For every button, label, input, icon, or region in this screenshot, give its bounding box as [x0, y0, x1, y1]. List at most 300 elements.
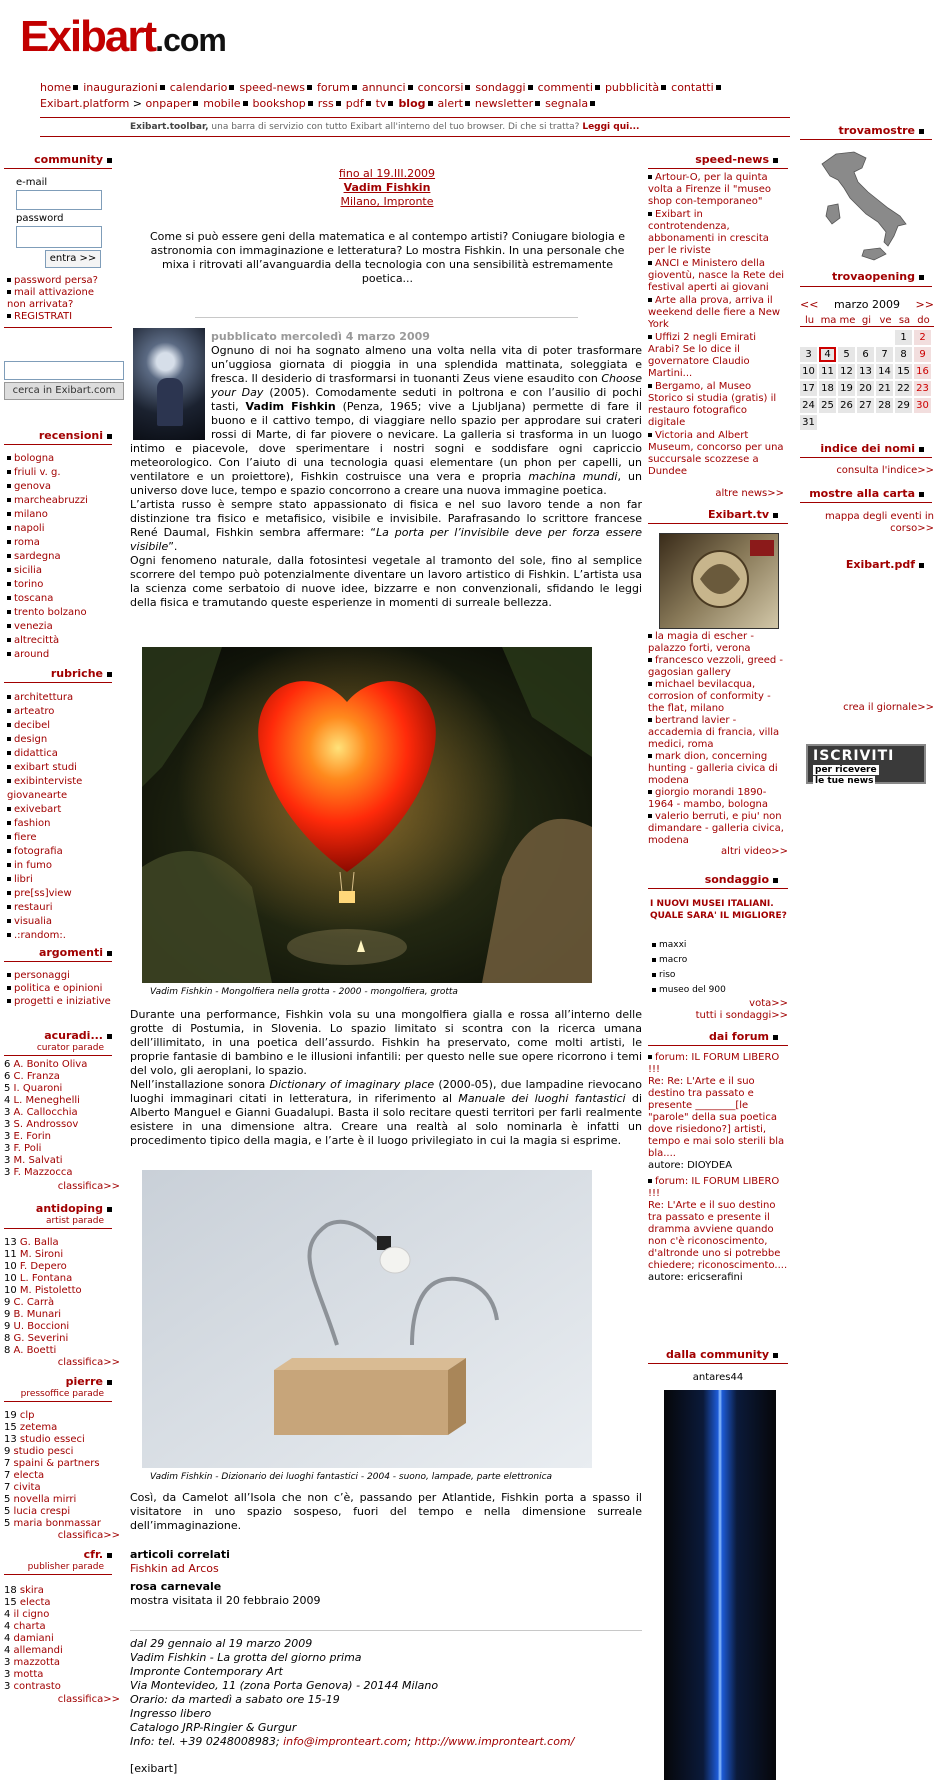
trovaopening-title: trovaopening	[800, 270, 924, 283]
artist-item[interactable]	[4, 1345, 119, 1357]
recensioni-item[interactable]	[7, 620, 115, 634]
mostre-carta-title: mostre alla carta	[800, 487, 924, 500]
forum-post[interactable]	[648, 1176, 788, 1284]
rubriche-item[interactable]	[7, 831, 117, 845]
nav-platform-item-1[interactable]: mobile	[203, 97, 241, 110]
exibart-tv-item[interactable]	[648, 631, 788, 655]
calendar-day[interactable]: 1	[895, 330, 912, 345]
subscribe-banner[interactable]	[806, 744, 926, 784]
nav-platform-item-7[interactable]: alert	[437, 97, 463, 110]
calendar-day[interactable]: 5	[838, 347, 855, 362]
calendar-day[interactable]: 2	[914, 330, 931, 345]
artist-item[interactable]	[4, 1309, 119, 1321]
artist-item[interactable]	[4, 1321, 119, 1333]
calendar-day[interactable]: 27	[857, 398, 874, 413]
article-body	[130, 330, 642, 610]
pressoffice-item[interactable]	[4, 1458, 122, 1470]
publisher-item[interactable]	[4, 1657, 119, 1669]
publisher-count: 3	[4, 1669, 14, 1680]
bullet-icon	[648, 658, 652, 662]
nav-platform-item-6[interactable]: blog	[398, 97, 426, 110]
pressoffice-item[interactable]	[4, 1470, 122, 1482]
recensioni-item[interactable]	[7, 466, 115, 480]
forum-topic[interactable]	[648, 1052, 788, 1076]
community-title: community	[4, 153, 112, 166]
nav-platform-item-2[interactable]: bookshop	[252, 97, 306, 110]
italy-map[interactable]	[814, 146, 914, 266]
toolbar-read-more-link[interactable]: Leggi qui...	[582, 122, 640, 132]
toolbar-text: una barra di servizio con tutto Exibart all'interno del tuo browser. Di che si tratta?	[211, 122, 580, 132]
rubriche-item[interactable]	[7, 901, 117, 915]
recensioni-item[interactable]	[7, 508, 115, 522]
nav-platform-item-9[interactable]: segnala	[545, 97, 589, 110]
pressoffice-item[interactable]	[4, 1506, 122, 1518]
calendar-day[interactable]: 22	[895, 381, 912, 396]
pressoffice-item[interactable]	[4, 1434, 122, 1446]
publisher-count: 4	[4, 1633, 14, 1644]
exibart-pdf-link[interactable]: crea il giornale>>	[843, 702, 934, 713]
pierre-more-link[interactable]: classifica>>	[57, 1530, 120, 1541]
rubriche-item[interactable]	[7, 845, 117, 859]
caption-balloon: Vadim Fishkin - Mongolfiera nella grotta - 2000 - mongolfiera, grotta	[150, 987, 458, 997]
poll-option[interactable]	[652, 968, 782, 983]
pierre-subtitle: pressoffice parade	[20, 1389, 104, 1399]
forum-post[interactable]	[648, 1052, 788, 1172]
rubriche-item[interactable]	[7, 705, 117, 719]
recensioni-item[interactable]	[7, 494, 115, 508]
recensioni-item[interactable]	[7, 606, 115, 620]
publisher-item[interactable]	[4, 1645, 119, 1657]
pressoffice-item[interactable]	[4, 1482, 122, 1494]
argomenti-label: personaggi	[14, 970, 70, 981]
calendar-empty-cell	[876, 330, 893, 345]
dai-forum-list	[648, 1052, 788, 1288]
bullet-icon	[7, 807, 11, 811]
bullet-icon	[7, 638, 11, 642]
paragraph-1c: (Penza, 1965; vive a Ljubljana) permette di fare il buono e il cattivo tempo, di viaggiare nello spazio per approdare sui crateri rossi di Marte, di far piovere o nevicare. La galleria si trasforma in un luogo intimo e piacevole, dove sperimentare i nostri sogni e soddisfare ogni capriccio meteorologico. Con l’aiuto di una tecnologia quasi elementare (un phon per capelli, un ventilatore e un proiettore), Fishkin costruisce una vera e propria	[130, 400, 642, 483]
recensioni-label: toscana	[14, 593, 54, 604]
calendar-day[interactable]: 12	[838, 364, 855, 379]
rubriche-item[interactable]	[7, 817, 117, 831]
work-title-choose-your-day: Choose your Day	[211, 372, 642, 399]
nav-link-5[interactable]: annunci	[361, 81, 406, 94]
article-title[interactable]: Vadim Fishkin	[343, 181, 431, 194]
calendar-weekdays	[800, 315, 934, 327]
pressoffice-item[interactable]	[4, 1494, 122, 1506]
calendar-day[interactable]: 14	[876, 364, 893, 379]
publisher-name: mazzotta	[13, 1657, 61, 1668]
curator-count: 3	[4, 1107, 14, 1118]
sondaggio-title: sondaggio	[648, 873, 778, 886]
curator-item[interactable]	[4, 1107, 119, 1119]
bullet-icon	[7, 470, 11, 474]
publisher-count: 18	[4, 1585, 20, 1596]
argomenti-item[interactable]	[7, 969, 117, 982]
curator-item[interactable]	[4, 1131, 119, 1143]
calendar-next-month[interactable]: >>	[915, 298, 934, 311]
article-location[interactable]: Milano, Impronte	[340, 195, 434, 208]
curator-count: 3	[4, 1143, 14, 1154]
recensioni-item[interactable]	[7, 550, 115, 564]
speed-news-item[interactable]	[648, 381, 786, 429]
nav-separator-icon	[243, 101, 248, 106]
pressoffice-item[interactable]	[4, 1518, 122, 1530]
forum-topic-text: forum: IL FORUM LIBERO !!!	[648, 1052, 780, 1075]
calendar-day[interactable]: 10	[800, 364, 817, 379]
nav-breadcrumb-separator: >	[129, 97, 146, 110]
calendar-day[interactable]: 17	[800, 381, 817, 396]
curator-count: 3	[4, 1155, 14, 1166]
calendar-weekday: do	[917, 315, 930, 326]
rubriche-item[interactable]	[7, 859, 117, 873]
community-link-label: password persa?	[14, 275, 98, 286]
publisher-item[interactable]	[4, 1585, 119, 1597]
rubriche-item[interactable]	[7, 733, 117, 747]
nav-link-7[interactable]: sondaggi	[475, 81, 526, 94]
calendar-day[interactable]: 21	[876, 381, 893, 396]
pressoffice-count: 5	[4, 1518, 14, 1529]
artist-item[interactable]	[4, 1297, 119, 1309]
nav-link-8[interactable]: commenti	[537, 81, 593, 94]
info-email-link[interactable]: info@impronteart.com	[283, 1735, 408, 1748]
curator-name: F. Poli	[13, 1143, 42, 1154]
calendar-day[interactable]: 24	[800, 398, 817, 413]
artist-name: Vadim Fishkin	[245, 400, 336, 413]
publisher-name: skira	[19, 1585, 44, 1596]
recensioni-item[interactable]	[7, 536, 115, 550]
artist-name: B. Munari	[13, 1309, 62, 1320]
recensioni-label: genova	[14, 481, 52, 492]
bullet-icon	[7, 999, 11, 1003]
calendar-day[interactable]: 23	[914, 381, 931, 396]
curator-item[interactable]	[4, 1083, 119, 1095]
publisher-name: allemandi	[13, 1645, 63, 1656]
exibart-tv-item[interactable]	[648, 811, 788, 847]
speed-news-item[interactable]	[648, 430, 786, 478]
pressoffice-name: zetema	[19, 1422, 58, 1433]
rubriche-item[interactable]	[7, 691, 117, 705]
bullet-icon	[7, 540, 11, 544]
artist-item[interactable]	[4, 1237, 119, 1249]
publisher-name: damiani	[13, 1633, 54, 1644]
nav-separator-icon	[308, 101, 313, 106]
community-link-item[interactable]	[7, 287, 113, 311]
exibart-tv-list	[648, 631, 788, 847]
community-bottom-divider	[4, 327, 112, 328]
nav-platform-link[interactable]: Exibart.platform	[40, 97, 130, 110]
calendar-day[interactable]: 4	[819, 347, 836, 362]
bullet-icon	[7, 779, 11, 783]
community-image[interactable]	[664, 1390, 776, 1780]
rubriche-item[interactable]	[7, 747, 117, 761]
info-website-link[interactable]: http://www.impronteart.com/	[414, 1735, 575, 1748]
publisher-item[interactable]	[4, 1669, 119, 1681]
nav-platform-item-3[interactable]: rss	[317, 97, 334, 110]
calendar-day[interactable]: 30	[914, 398, 931, 413]
bullet-icon	[7, 278, 11, 282]
argomenti-item[interactable]	[7, 982, 117, 995]
nav-separator-icon	[307, 85, 312, 90]
nav-link-3[interactable]: speed-news	[239, 81, 306, 94]
rubriche-item[interactable]	[7, 761, 117, 775]
curator-item[interactable]	[4, 1143, 119, 1155]
community-link-item[interactable]	[7, 311, 113, 323]
calendar-day[interactable]: 25	[819, 398, 836, 413]
rubriche-item[interactable]	[7, 775, 117, 803]
pressoffice-count: 7	[4, 1482, 14, 1493]
curator-item[interactable]	[4, 1095, 119, 1107]
nav-platform-item-4[interactable]: pdf	[345, 97, 364, 110]
calendar-day[interactable]: 16	[914, 364, 931, 379]
rubriche-item[interactable]	[7, 915, 117, 929]
artist-name: G. Balla	[19, 1237, 59, 1248]
bullet-icon	[7, 456, 11, 460]
poll-option[interactable]	[652, 938, 782, 953]
related-title: articoli correlati	[130, 1548, 230, 1561]
antidoping-more-link[interactable]: classifica>>	[57, 1357, 120, 1368]
nav-separator-icon	[465, 101, 470, 106]
nav-link-0[interactable]: home	[40, 81, 72, 94]
pressoffice-name: spaini & partners	[13, 1458, 100, 1469]
nav-link-4[interactable]: forum	[317, 81, 350, 94]
publisher-item[interactable]	[4, 1621, 119, 1633]
curator-count: 3	[4, 1119, 14, 1130]
lamp-illustration	[142, 1170, 592, 1468]
indice-nomi-link[interactable]: consulta l'indice>>	[836, 465, 934, 476]
rubriche-item[interactable]	[7, 887, 117, 901]
logo-brand: Exibart	[20, 12, 156, 61]
rubriche-label: architettura	[14, 692, 74, 703]
publisher-name: il cigno	[13, 1609, 50, 1620]
curator-count: 6	[4, 1059, 14, 1070]
recensioni-item[interactable]	[7, 578, 115, 592]
nav-link-1[interactable]: inaugurazioni	[83, 81, 158, 94]
community-link-label: mail attivazione non arrivata?	[7, 287, 95, 310]
speed-news-list	[648, 172, 786, 479]
info-divider	[130, 1630, 642, 1631]
exibart-tv-item[interactable]	[648, 679, 788, 715]
trovaopening-divider	[800, 286, 932, 287]
caption-lamps: Vadim Fishkin - Dizionario dei luoghi fantastici - 2004 - suono, lampade, parte elettronica	[150, 1472, 553, 1482]
password-field[interactable]	[16, 226, 102, 248]
photo-lamp-installation[interactable]	[142, 1170, 592, 1468]
nav-separator-icon	[366, 101, 371, 106]
sondaggio-vote-link[interactable]: vota>>	[749, 998, 788, 1009]
nav-link-9[interactable]: pubblicità	[604, 81, 660, 94]
forum-topic[interactable]	[648, 1176, 788, 1200]
curator-item[interactable]	[4, 1059, 119, 1071]
recensioni-item[interactable]	[7, 522, 115, 536]
calendar-day[interactable]: 7	[876, 347, 893, 362]
curator-item[interactable]	[4, 1167, 119, 1179]
bullet-icon	[648, 384, 652, 388]
related-link-fishkin-arcos[interactable]: Fishkin ad Arcos	[130, 1562, 219, 1575]
cfr-more-link[interactable]: classifica>>	[57, 1694, 120, 1705]
photo-balloon-in-cave[interactable]	[142, 647, 592, 983]
bullet-icon	[7, 835, 11, 839]
bullet-icon	[7, 737, 11, 741]
speed-news-item[interactable]	[648, 172, 786, 208]
article-thumbnail[interactable]	[133, 328, 205, 440]
community-link-item[interactable]	[7, 275, 113, 287]
login-button[interactable]: entra >>	[45, 250, 101, 268]
bullet-icon	[7, 568, 11, 572]
speed-news-more-link[interactable]: altre news>>	[715, 488, 784, 499]
publisher-item[interactable]	[4, 1681, 119, 1693]
curator-item[interactable]	[4, 1119, 119, 1131]
exibart-logo[interactable]	[20, 12, 226, 62]
bullet-icon	[7, 919, 11, 923]
bullet-icon	[7, 610, 11, 614]
exibart-tv-item[interactable]	[648, 655, 788, 679]
calendar-day[interactable]: 18	[819, 381, 836, 396]
nav-platform-item-8[interactable]: newsletter	[474, 97, 534, 110]
bullet-icon	[648, 790, 652, 794]
exibart-tv-divider	[648, 523, 788, 524]
search-button[interactable]: cerca in Exibart.com	[4, 382, 124, 400]
pressoffice-name: studio esseci	[19, 1434, 85, 1445]
bullet-icon	[7, 695, 11, 699]
search-input[interactable]	[4, 361, 124, 380]
nav-link-10[interactable]: contatti	[671, 81, 714, 94]
recensioni-item[interactable]	[7, 564, 115, 578]
publisher-item[interactable]	[4, 1633, 119, 1645]
recensioni-item[interactable]	[7, 480, 115, 494]
exibart-tv-item[interactable]	[648, 715, 788, 751]
info-line: dal 29 gennaio al 19 marzo 2009	[130, 1637, 313, 1650]
calendar-day[interactable]: 26	[838, 398, 855, 413]
opening-calendar	[800, 298, 934, 430]
rubriche-item[interactable]	[7, 803, 117, 817]
publisher-item[interactable]	[4, 1597, 119, 1609]
rubriche-label: didattica	[14, 748, 58, 759]
argomenti-list	[7, 969, 117, 1008]
intro-divider	[195, 317, 578, 318]
calendar-day[interactable]: 31	[800, 415, 817, 430]
pierre-divider	[4, 1401, 112, 1402]
artist-item[interactable]	[4, 1333, 119, 1345]
curator-name: C. Franza	[13, 1071, 60, 1082]
sondaggio-all-link[interactable]: tutti i sondaggi>>	[695, 1010, 788, 1021]
calendar-day[interactable]: 6	[857, 347, 874, 362]
nav-link-6[interactable]: concorsi	[417, 81, 464, 94]
nav-platform-item-0[interactable]: onpaper	[145, 97, 192, 110]
forum-reply[interactable]: Re: L'Arte e il suo destino tra passato e presente il dramma avviene quando non c'è riconoscimento, d'altronde uno si potrebbe chiedere; riconoscimento....	[648, 1200, 788, 1271]
bullet-icon	[7, 973, 11, 977]
calendar-day[interactable]: 28	[876, 398, 893, 413]
bullet-icon	[7, 877, 11, 881]
calendar-day[interactable]: 9	[914, 347, 931, 362]
artist-name: A. Boetti	[13, 1345, 57, 1356]
calendar-day[interactable]: 20	[857, 381, 874, 396]
calendar-day[interactable]: 29	[895, 398, 912, 413]
nav-platform-item-5[interactable]: tv	[375, 97, 387, 110]
calendar-day[interactable]: 8	[895, 347, 912, 362]
artist-item[interactable]	[4, 1273, 119, 1285]
pierre-list	[4, 1410, 122, 1530]
article-date-range[interactable]: fino al 19.III.2009	[338, 167, 436, 180]
speed-news-text: Victoria and Albert Museum, concorso per una succursale scozzese a Dundee	[648, 430, 784, 477]
rubriche-item[interactable]	[7, 929, 117, 943]
artist-item[interactable]	[4, 1249, 119, 1261]
artist-item[interactable]	[4, 1261, 119, 1273]
calendar-empty-cell	[857, 330, 874, 345]
recensioni-item[interactable]	[7, 452, 115, 466]
email-field[interactable]	[16, 190, 102, 210]
artist-count: 10	[4, 1261, 20, 1272]
info-contact	[130, 1735, 642, 1749]
calendar-day[interactable]: 3	[800, 347, 817, 362]
speed-news-item[interactable]	[648, 332, 786, 380]
speed-news-item[interactable]	[648, 295, 786, 331]
recensioni-item[interactable]	[7, 648, 115, 662]
pressoffice-item[interactable]	[4, 1410, 122, 1422]
calendar-prev-month[interactable]: <<	[800, 298, 819, 311]
antidoping-title: antidoping	[4, 1202, 112, 1215]
poll-option[interactable]	[652, 983, 782, 998]
rubriche-label: restauri	[14, 902, 53, 913]
rubriche-item[interactable]	[7, 719, 117, 733]
exibart-tv-item[interactable]	[648, 751, 788, 787]
bullet-icon	[7, 554, 11, 558]
artist-item[interactable]	[4, 1285, 119, 1297]
forum-reply[interactable]: Re: Re: L'Arte e il suo destino tra passato e presente ________[le "parole" della sua poetica dove risiedono?] artisti, tempo e mai solo sterili bla bla....	[648, 1076, 785, 1159]
rubriche-label: libri	[14, 874, 33, 885]
pressoffice-item[interactable]	[4, 1446, 122, 1458]
speed-news-item[interactable]	[648, 258, 786, 294]
pressoffice-name: maria bonmassar	[13, 1518, 101, 1529]
bullet-icon	[7, 314, 11, 318]
rubriche-item[interactable]	[7, 873, 117, 887]
speed-news-item[interactable]	[648, 209, 786, 257]
artist-count: 8	[4, 1333, 14, 1344]
pressoffice-count: 15	[4, 1422, 20, 1433]
calendar-day[interactable]: 13	[857, 364, 874, 379]
curator-item[interactable]	[4, 1155, 119, 1167]
recensioni-item[interactable]	[7, 634, 115, 648]
exibart-tv-thumbnail[interactable]	[659, 533, 779, 629]
calendar-day[interactable]: 15	[895, 364, 912, 379]
calendar-day[interactable]: 11	[819, 364, 836, 379]
recensioni-label: sicilia	[14, 565, 42, 576]
argomenti-item[interactable]	[7, 995, 117, 1008]
recensioni-label: roma	[14, 537, 40, 548]
curator-item[interactable]	[4, 1071, 119, 1083]
publisher-item[interactable]	[4, 1609, 119, 1621]
bullet-icon	[652, 988, 656, 992]
exibart-tv-text: francesco vezzoli, greed - gagosian gallery	[648, 655, 784, 678]
calendar-day[interactable]: 19	[838, 381, 855, 396]
poll-option[interactable]	[652, 953, 782, 968]
recensioni-label: napoli	[14, 523, 45, 534]
paragraph-1d: , un universo dove luce, tempo e spazio concorrono a creare una nuova immagine poetica.	[130, 470, 643, 497]
poll-option-label: riso	[659, 970, 676, 980]
calendar-empty-cell	[819, 330, 836, 345]
recensioni-item[interactable]	[7, 592, 115, 606]
nav-link-2[interactable]: calendario	[169, 81, 228, 94]
exibart-tv-more-link[interactable]: altri video>>	[721, 846, 788, 857]
community-user[interactable]: antares44	[692, 1372, 744, 1383]
cfr-title: cfr.	[4, 1548, 112, 1561]
exibart-tv-item[interactable]	[648, 787, 788, 811]
pressoffice-item[interactable]	[4, 1422, 122, 1434]
bullet-icon	[7, 290, 11, 294]
nav-separator-icon	[535, 101, 540, 106]
mostre-carta-link[interactable]: mappa degli eventi in corso>>	[824, 511, 934, 534]
logo-suffix: .com	[155, 22, 226, 58]
forum-author: autore: ericserafini	[648, 1272, 743, 1283]
acuradi-more-link[interactable]: classifica>>	[57, 1181, 120, 1192]
